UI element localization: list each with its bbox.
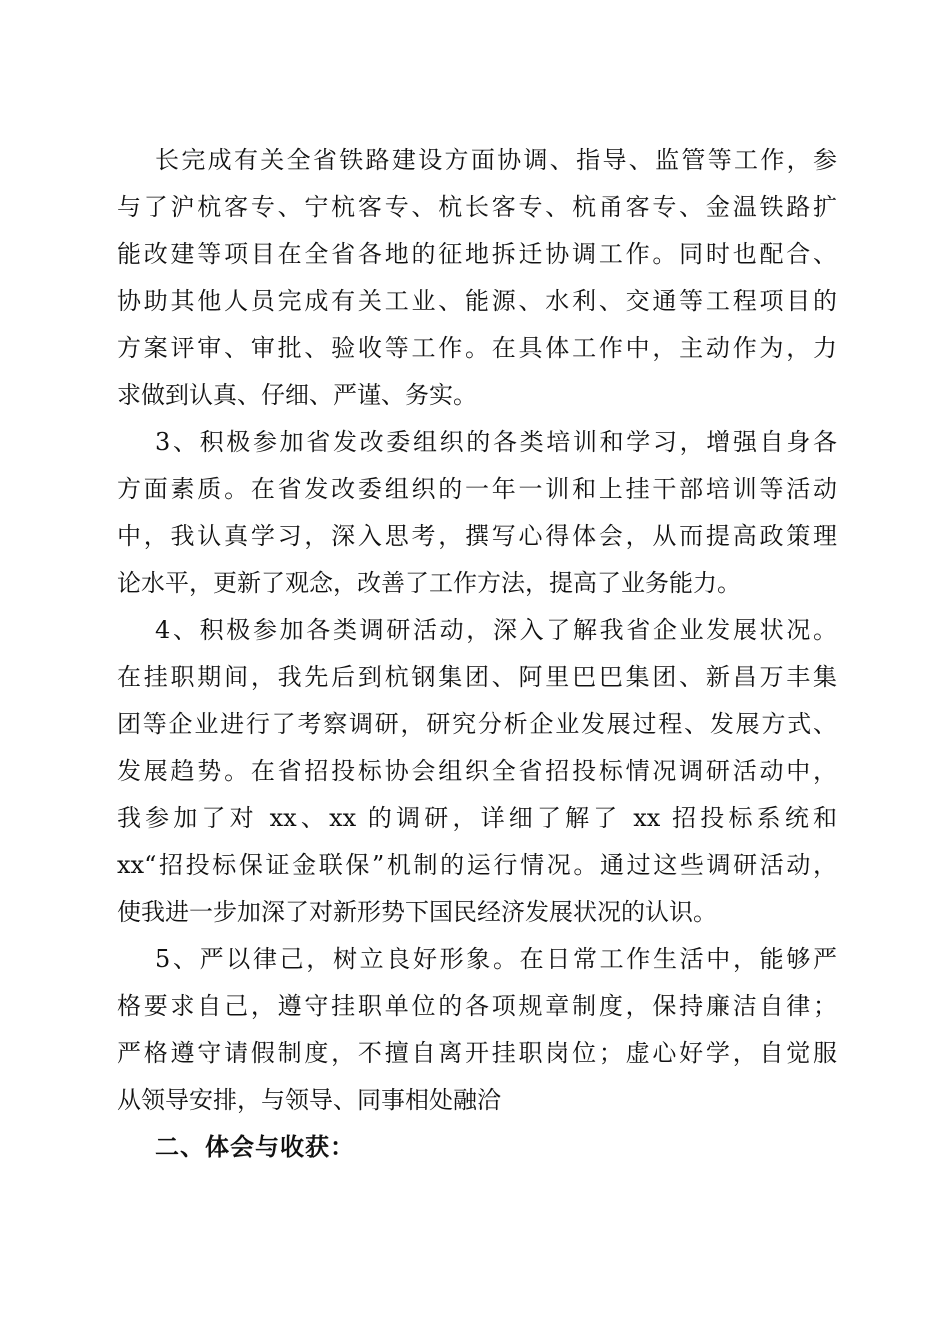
text-line: 协助其他人员完成有关工业、能源、水利、交通等工程项目的 bbox=[117, 287, 837, 315]
text-line: 中，我认真学习，深入思考，撰写心得体会，从而提高政策理 bbox=[117, 522, 837, 550]
text-line: 从领导安排，与领导、同事相处融洽 bbox=[117, 1086, 501, 1114]
text-line: 使我进一步加深了对新形势下国民经济发展状况的认识。 bbox=[117, 898, 717, 926]
text-line: xx“招投标保证金联保”机制的运行情况。通过这些调研活动， bbox=[117, 851, 837, 879]
text-line: 论水平，更新了观念，改善了工作方法，提高了业务能力。 bbox=[117, 569, 741, 597]
section-heading: 二、体会与收获： bbox=[155, 1133, 355, 1161]
text-line: 与了沪杭客专、宁杭客专、杭长客专、杭甬客专、金温铁路扩 bbox=[117, 193, 837, 221]
text-line: 能改建等项目在全省各地的征地拆迁协调工作。同时也配合、 bbox=[117, 240, 837, 268]
paragraph-item-5 bbox=[117, 936, 837, 1124]
text-line: 长完成有关全省铁路建设方面协调、指导、监管等工作，参 bbox=[155, 146, 837, 174]
text-line: 严格遵守请假制度，不擅自离开挂职岗位；虚心好学，自觉服 bbox=[117, 1039, 837, 1067]
text-line: 格要求自己，遵守挂职单位的各项规章制度，保持廉洁自律； bbox=[117, 992, 837, 1020]
text-line: 我参加了对 xx、xx 的调研，详细了解了 xx 招投标系统和 bbox=[117, 804, 837, 832]
text-line: 在挂职期间，我先后到杭钢集团、阿里巴巴集团、新昌万丰集 bbox=[117, 663, 837, 691]
text-line: 发展趋势。在省招投标协会组织全省招投标情况调研活动中， bbox=[117, 757, 837, 785]
paragraph-item-3 bbox=[117, 419, 837, 607]
document-body bbox=[117, 137, 837, 1171]
paragraph-continuation bbox=[117, 137, 837, 419]
text-line: 求做到认真、仔细、严谨、务实。 bbox=[117, 381, 477, 409]
text-line: 方案评审、审批、验收等工作。在具体工作中，主动作为，力 bbox=[117, 334, 837, 362]
text-line: 3、积极参加省发改委组织的各类培训和学习，增强自身各 bbox=[155, 428, 837, 456]
text-line: 方面素质。在省发改委组织的一年一训和上挂干部培训等活动 bbox=[117, 475, 837, 503]
text-line: 5、严以律己，树立良好形象。在日常工作生活中，能够严 bbox=[155, 945, 837, 973]
text-line: 4、积极参加各类调研活动，深入了解我省企业发展状况。 bbox=[155, 616, 837, 644]
text-line: 团等企业进行了考察调研，研究分析企业发展过程、发展方式、 bbox=[117, 710, 837, 738]
paragraph-item-4 bbox=[117, 607, 837, 936]
